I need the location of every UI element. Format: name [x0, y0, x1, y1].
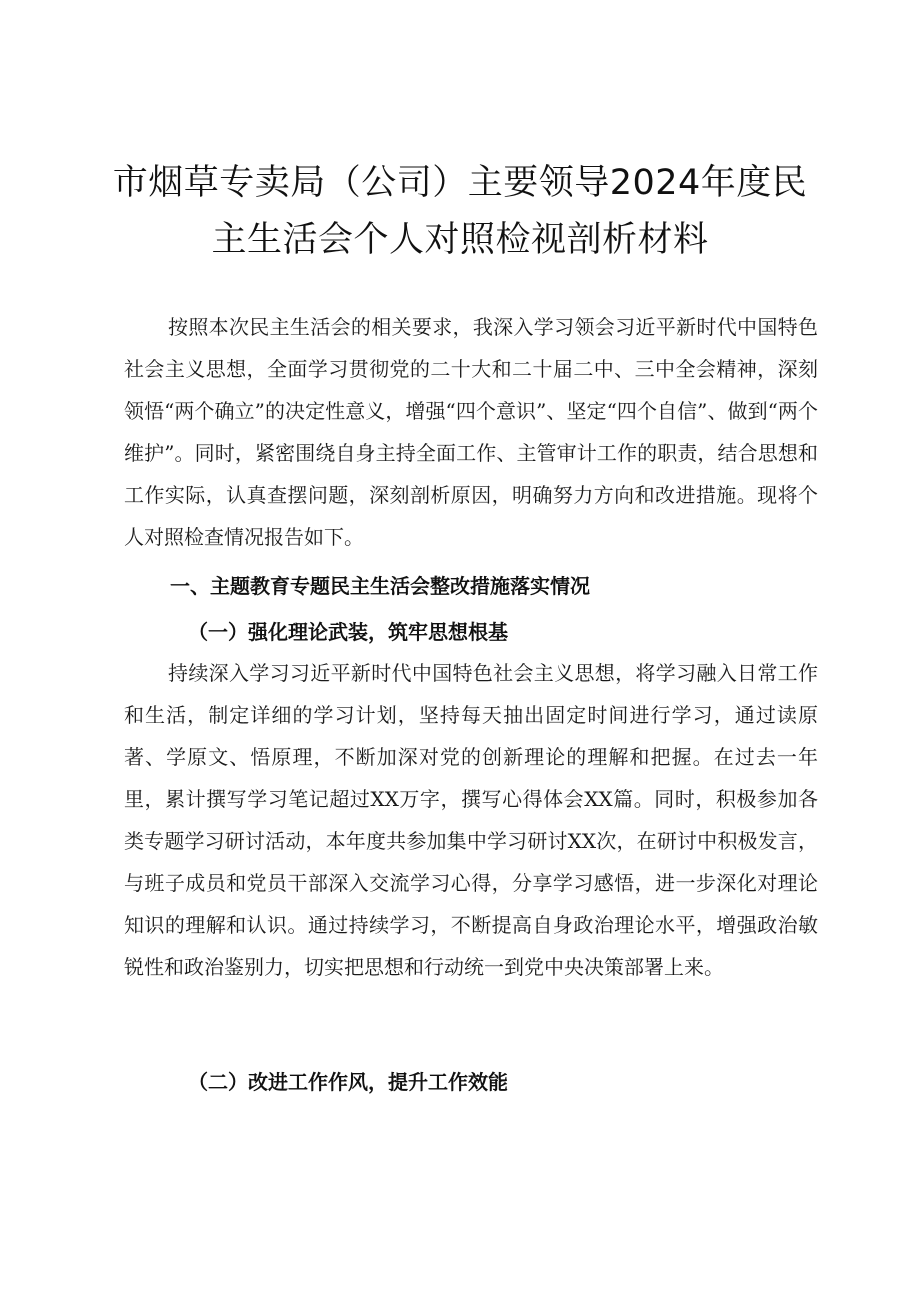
intro-paragraph: 按照本次民主生活会的相关要求，我深入学习领会习近平新时代中国特色社会主义思想，全面学习贯彻党的二十大和二十届二中、三中全会精神，深刻领悟“两个确立”的决定性意义，增强“四个意识”、坚定“四个自信”、做到“两个维护”。同时，紧密围绕自身主持全面工作、主管审计工作的职责，结合思想和工作实际，认真查摆问题，深刻剖析原因，明确努力方向和改进措施。现将个人对照检查情况报告如下。	[124, 315, 818, 549]
subsection-1-paragraph: 持续深入学习习近平新时代中国特色社会主义思想，将学习融入日常工作和生活，制定详细的学习计划，坚持每天抽出固定时间进行学习，通过读原著、学原文、悟原理，不断加深对党的创新理论的理解和把握。在过去一年里，累计撰写学习笔记超过XX万字，撰写心得体会XX篇。同时，积极参加各类专题学习研讨活动，本年度共参加集中学习研讨XX次，在研讨中积极发言，与班子成员和党员干部深入交流学习心得，分享学习感悟，进一步深化对理论知识的理解和认识。通过持续学习，不断提高自身政治理论水平，增强政治敏锐性和政治鉴别力，切实把思想和行动统一到党中央决策部署上来。	[124, 661, 818, 979]
subsection-2-heading: （二）改进工作作风，提升工作效能	[188, 1070, 508, 1094]
document-title-line-2: 主生活会个人对照检视剖析材料	[211, 220, 709, 260]
subsection-1-heading: （一）强化理论武装，筑牢思想根基	[188, 620, 508, 644]
section-1-heading: 一、主题教育专题民主生活会整改措施落实情况	[170, 574, 590, 598]
document-title-line-1: 市烟草专卖局（公司）主要领导2024年度民	[112, 163, 808, 203]
